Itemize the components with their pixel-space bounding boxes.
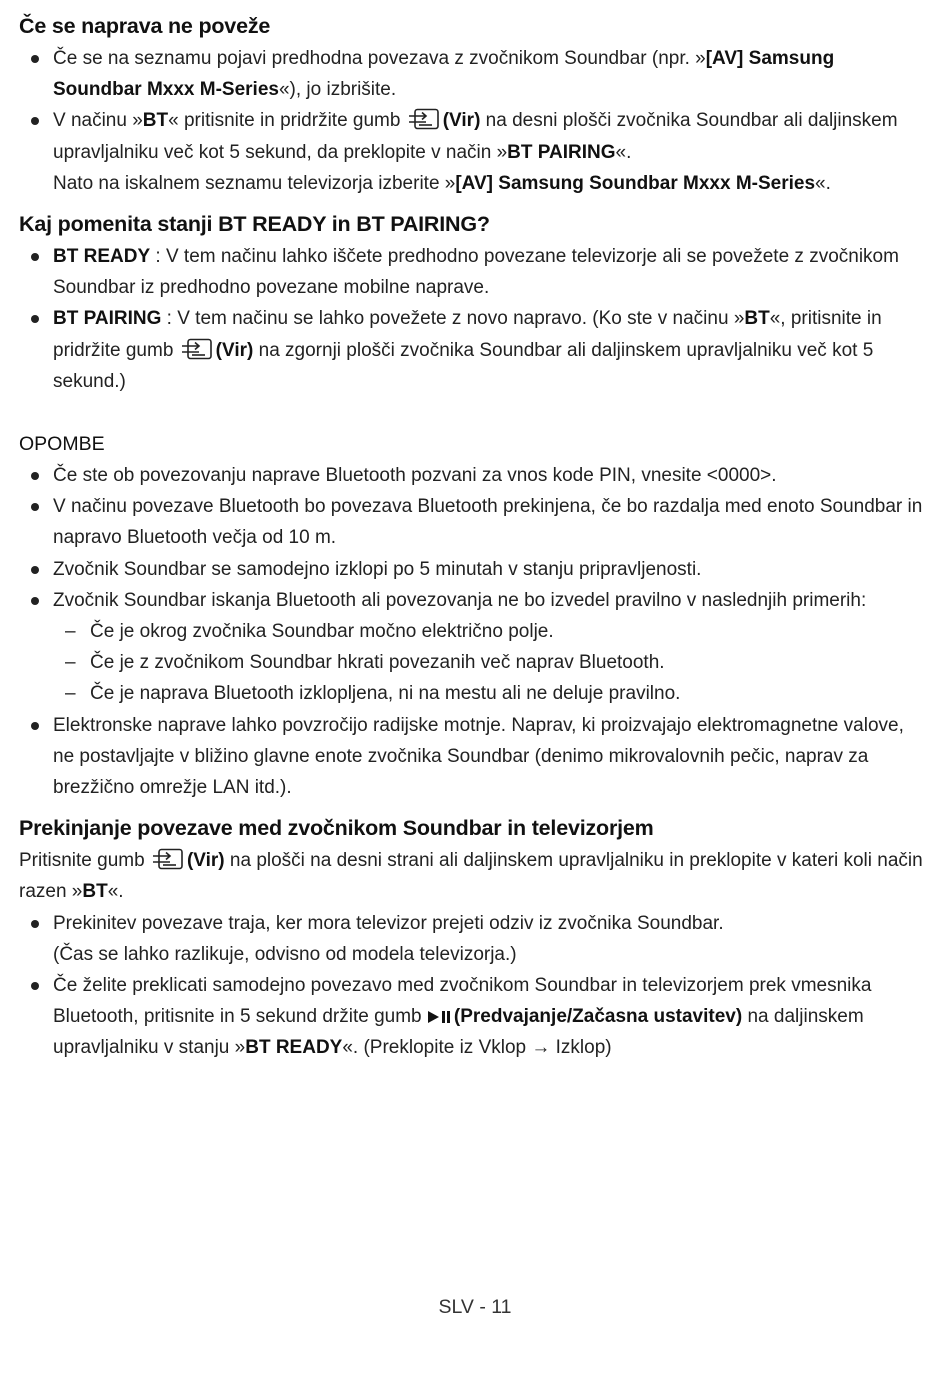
sub-list-item: – Če je okrog zvočnika Soundbar močno električno polje. (19, 616, 924, 647)
paragraph-disconnect: Pritisnite gumb (Vir) na plošči na desni strani ali daljinskem upravljalniku in preklopite v kateri koli način razen »BT«. (19, 850, 923, 903)
paragraph-select-in-tv-list: Nato na iskalnem seznamu televizorja izberite »[AV] Samsung Soundbar Mxxx M-Series«. (53, 172, 831, 194)
notes-heading: OPOMBE (19, 433, 105, 456)
list-item: V načinu povezave Bluetooth bo povezava Bluetooth prekinjena, če bo razdalja med enoto Soundbar in napravo Bluetooth večja od 10 m. (19, 491, 924, 553)
list-item: Če se na seznamu pojavi predhodna povezava z zvočnikom Soundbar (npr. »[AV] Samsung Soundbar Mxxx M-Series«), jo izbrišite. (19, 43, 924, 105)
list-item: Elektronske naprave lahko povzročijo radijske motnje. Naprav, ki proizvajajo elektromagnetne valove, ne postavljajte v bližino glavne enote zvočnika Soundbar (denimo mikrovalovnih pečic, naprav za brezžično omrežje LAN itd.). (19, 710, 924, 804)
list-item: Zvočnik Soundbar se samodejno izklopi po 5 minutah v stanju pripravljenosti. (19, 554, 924, 585)
list-item: BT PAIRING : V tem načinu se lahko povežete z novo napravo. (Ko ste v načinu »BT«, pritisnite in pridržite gumb (Vir) na zgornji plošči zvočnika Soundbar ali daljinskem upravljalniku več kot 5 sekund.) (19, 303, 924, 397)
heading-device-not-connecting: Če se naprava ne poveže (19, 14, 271, 38)
heading-bt-states: Kaj pomenita stanji BT READY in BT PAIRING? (19, 212, 490, 237)
page-number: SLV - 11 (438, 1296, 512, 1318)
source-icon (181, 338, 213, 360)
page-content (19, 10, 924, 1064)
list-bt-states (19, 241, 924, 397)
list-item: Zvočnik Soundbar iskanja Bluetooth ali povezovanja ne bo izvedel pravilno v naslednjih primerih: (19, 585, 924, 616)
list-item: Če želite preklicati samodejno povezavo med zvočnikom Soundbar in televizorjem prek vmesnika Bluetooth, pritisnite in 5 sekund držite gumb (Predvajanje/Začasna ustavitev) na daljinskem upravljalniku v stanju »BT READY«. (Preklopite iz Vklop → Izklop) (19, 970, 924, 1064)
sub-list-item: – Če je z zvočnikom Soundbar hkrati povezanih več naprav Bluetooth. (19, 647, 924, 678)
list-item: BT READY : V tem načinu lahko iščete predhodno povezane televizorje ali se povežete z zvočnikom Soundbar iz predhodno povezane mobilne naprave. (19, 241, 924, 303)
list-item: Prekinitev povezave traja, ker mora televizor prejeti odziv iz zvočnika Soundbar. (Čas se lahko razlikuje, odvisno od modela televizorja.) (19, 908, 924, 970)
list-item: V načinu »BT« pritisnite in pridržite gumb (Vir) na desni plošči zvočnika Soundbar ali daljinskem upravljalniku več kot 5 sekund, da preklopite v način »BT PAIRING«. (19, 105, 924, 167)
heading-disconnect: Prekinjanje povezave med zvočnikom Soundbar in televizorjem (19, 816, 654, 841)
source-icon (152, 848, 184, 870)
play-pause-icon (427, 1010, 451, 1024)
source-icon (408, 108, 440, 130)
sub-list-item: – Če je naprava Bluetooth izklopljena, ni na mestu ali ne deluje pravilno. (19, 678, 924, 709)
list-item: Če ste ob povezovanju naprave Bluetooth pozvani za vnos kode PIN, vnesite <0000>. (19, 460, 924, 491)
list-disconnect (19, 908, 924, 1064)
list-device-not-connecting (19, 43, 924, 168)
notes-list (19, 460, 924, 803)
